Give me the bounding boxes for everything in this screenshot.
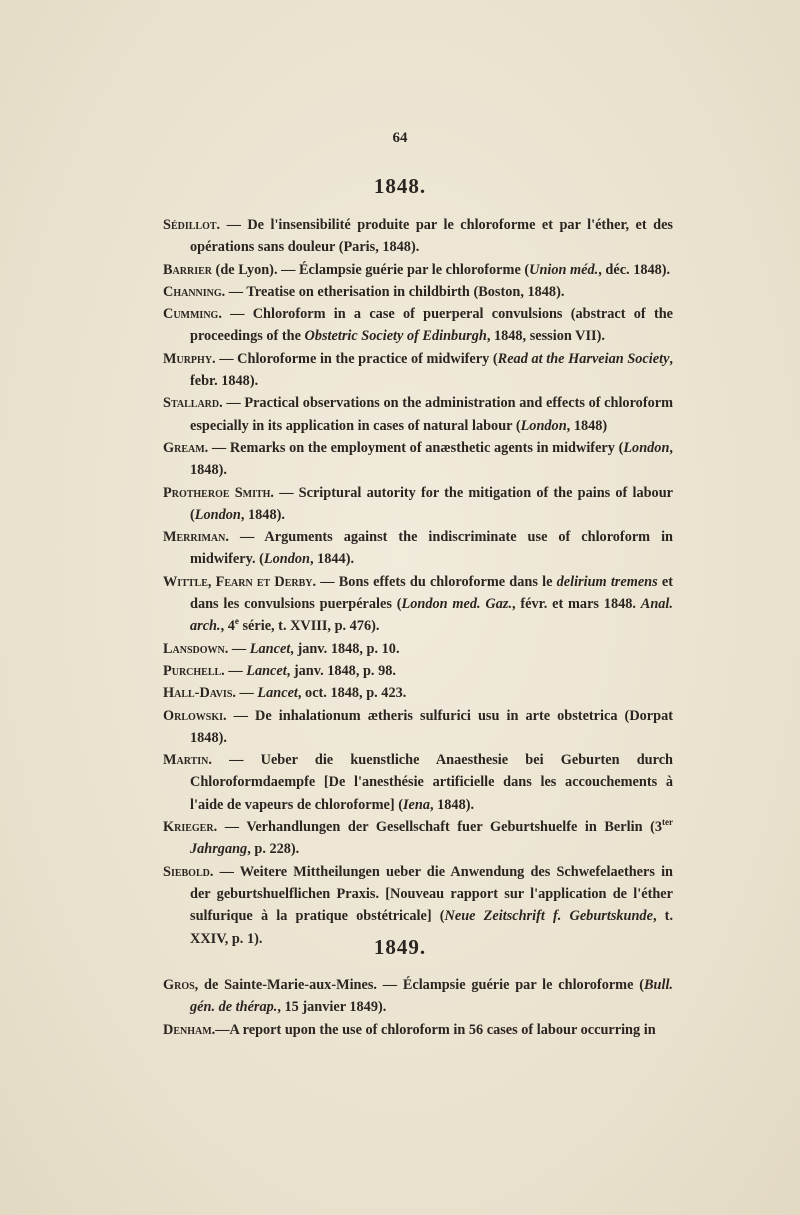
entry-text: , 4: [220, 618, 235, 635]
entry-text: , 1848).: [240, 506, 285, 523]
bibliography-entry: [163, 749, 673, 816]
bibliography-entry: [163, 526, 673, 571]
author-name: Denham.: [163, 1021, 216, 1038]
citation-italic: London: [520, 417, 567, 434]
citation-italic: Lancet: [257, 685, 298, 702]
citation-italic: Anal. arch.: [190, 596, 673, 635]
entry-text: , déc. 1848).: [598, 261, 671, 278]
entry-text: —: [235, 685, 258, 702]
entry-text: , janv. 1848, p. 98.: [286, 662, 396, 679]
entry-text: , janv. 1848, p. 10.: [290, 640, 400, 657]
entry-text: — Treatise on etherisation in childbirth (Boston, 1848).: [225, 283, 565, 300]
entry-text: série, t. XVIII, p. 476).: [238, 618, 380, 635]
entry-text: , févr. et mars 1848.: [512, 596, 641, 613]
citation-italic: Lancet: [249, 640, 291, 657]
entry-text: (de Lyon). — Éclampsie guérie par le chloroforme (: [211, 261, 530, 278]
superscript: ter: [662, 817, 673, 828]
bibliography-entry: [163, 638, 673, 660]
entry-text: —: [228, 640, 250, 657]
bibliography-entry: [163, 281, 673, 303]
entry-text: — Chloroform in a case of puerperal convulsions (abstract of the proceedings of the: [190, 306, 673, 345]
bibliography-entry: [163, 816, 673, 861]
author-name: Protheroe Smith.: [163, 484, 275, 501]
year-heading-1848: 1848.: [373, 174, 427, 198]
citation-italic: Lancet: [246, 662, 287, 679]
entry-text: — Verhandlungen der Gesellschaft fuer Geburtshuelfe in Berlin (3: [217, 819, 662, 836]
entry-text: — De l'insensibilité produite par le chloroforme et par l'éther, et des opérations sans douleur (Paris, 1848).: [190, 217, 673, 256]
author-name: Martin.: [163, 752, 212, 769]
citation-italic: London: [623, 439, 670, 456]
bibliography-entry: [163, 348, 673, 393]
citation-italic: Union méd.: [529, 261, 599, 278]
entry-text: — Arguments against the indiscriminate use of chloroform in midwifery. (: [190, 529, 673, 568]
bibliography-entry: [163, 682, 673, 704]
author-name: Murphy.: [163, 350, 216, 367]
page-number: 64: [392, 130, 408, 146]
citation-italic: Bull. gén. de thérap.: [190, 977, 673, 1016]
entry-text: et dans les convulsions puerpérales (: [190, 573, 673, 613]
author-name: Gream.: [163, 439, 209, 456]
bibliography-entry: [163, 214, 673, 259]
superscript: e: [234, 616, 239, 627]
bibliography-list-1848: [163, 214, 673, 950]
entry-text: — Ueber die kuenstliche Anaesthesie bei Geburten durch Chloroformdaempfe [De l'anesthésie artificielle dans les accouchements à l'aide de vapeurs de chloroforme] (: [190, 752, 673, 813]
citation-italic: London: [194, 506, 241, 523]
bibliography-entry: [163, 437, 673, 482]
entry-text: — De inhalationum ætheris sulfurici usu in arte obstetrica (Dorpat 1848).: [190, 707, 673, 746]
citation-italic: Jahrgang: [190, 841, 248, 858]
bibliography-entry: [163, 660, 673, 682]
entry-text: — Remarks on the employment of anæsthetic agents in midwifery (: [208, 439, 624, 456]
author-name: Lansdown.: [163, 640, 229, 657]
bibliography-entry: [163, 705, 673, 750]
entry-text: , p. 228).: [247, 841, 300, 858]
citation-italic: Neue Zeitschrift f. Geburtskunde: [444, 908, 653, 925]
author-name: Merriman.: [163, 529, 229, 546]
entry-text: , 1848): [566, 417, 608, 434]
entry-text: , 1848, session VII).: [486, 328, 605, 345]
bibliography-list-1849: [163, 974, 673, 1041]
author-name: Krieger.: [163, 819, 218, 836]
entry-text: — Practical observations on the administration and effects of chloroform especially in its application in cases of natural labour (: [190, 395, 673, 434]
author-name: Wittle, Fearn et Derby.: [163, 573, 317, 590]
entry-text: —A report upon the use of chloroform in 56 cases of labour occurring in: [215, 1021, 656, 1038]
entry-text: de Sainte-Marie-aux-Mines. — Éclampsie guérie par le chloroforme (: [198, 977, 644, 993]
entry-text: — Bons effets du chloroforme dans le: [316, 573, 557, 590]
year-heading-1849: 1849.: [373, 935, 427, 959]
author-name: Hall-Davis.: [163, 685, 236, 702]
bibliography-entry: [163, 259, 673, 281]
entry-text: , 1848).: [190, 439, 673, 479]
entry-text: , febr. 1848).: [190, 350, 673, 390]
author-name: Siebold.: [163, 863, 214, 880]
entry-text: — Chloroforme in the practice of midwifery (: [215, 350, 498, 367]
citation-italic: Iena: [402, 796, 430, 813]
bibliography-entry: [163, 303, 673, 348]
bibliography-entry: [163, 571, 673, 638]
bibliography-entry: [163, 392, 673, 437]
author-name: Orlowski.: [163, 707, 227, 724]
citation-italic: delirium tremens: [556, 573, 658, 590]
entry-text: — Scriptural autority for the mitigation of the pains of labour (: [190, 484, 674, 523]
bibliography-entry: [163, 482, 673, 527]
author-name: Barrier: [163, 261, 212, 278]
author-name: Gros,: [163, 977, 199, 993]
author-name: Channing.: [163, 283, 226, 300]
entry-text: , t. XXIV, p. 1).: [190, 908, 674, 947]
entry-text: —: [224, 662, 247, 679]
author-name: Cumming.: [163, 306, 222, 323]
entry-text: , 1848).: [429, 796, 475, 813]
entry-text: , oct. 1848, p. 423.: [297, 685, 407, 702]
citation-italic: Obstetric Society of Edinburgh: [304, 328, 487, 345]
author-name: Sédillot.: [163, 217, 221, 233]
entry-text: — Weitere Mittheilungen ueber die Anwendung des Schwefelaethers in der geburtshuelflichen Praxis. [Nouveau rapport sur l'application de l'éther sulfurique à la pratique obstétricale] (: [190, 863, 673, 925]
author-name: Purchell.: [163, 662, 225, 679]
citation-italic: London: [263, 551, 310, 568]
entry-text: , 15 janvier 1849).: [277, 999, 387, 1016]
citation-italic: London med. Gaz.: [401, 596, 513, 613]
author-name: Stallard.: [163, 395, 223, 412]
bibliography-entry: [163, 1019, 673, 1041]
citation-italic: Read at the Harveian Society: [497, 350, 670, 367]
entry-text: , 1844).: [309, 551, 355, 568]
bibliography-entry: [163, 974, 673, 1019]
